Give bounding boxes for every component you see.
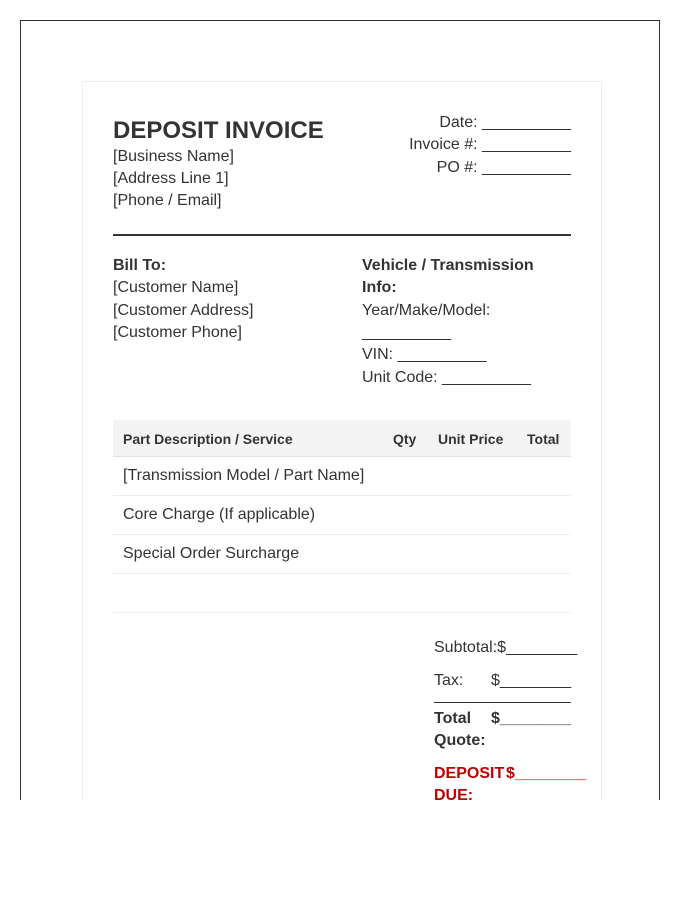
table-header	[113, 420, 571, 457]
page-frame	[20, 20, 660, 800]
total-quote-label-cont: Quote:	[434, 732, 486, 749]
unit-code-field: Unit Code: __________	[362, 369, 532, 386]
customer-address: [Customer Address]	[113, 302, 254, 319]
business-name: [Business Name]	[113, 148, 234, 165]
po-number-field: PO #: __________	[436, 159, 571, 176]
date-field: Date: __________	[439, 114, 571, 131]
row-description: Special Order Surcharge	[123, 545, 300, 562]
vehicle-heading-cont: Info:	[362, 279, 397, 296]
customer-phone: [Customer Phone]	[113, 324, 242, 341]
customer-name: [Customer Name]	[113, 279, 239, 296]
business-contact: [Phone / Email]	[113, 192, 222, 209]
row-description: Core Charge (If applicable)	[123, 506, 316, 523]
vehicle-heading: Vehicle / Transmission	[362, 257, 534, 274]
header-divider	[113, 234, 571, 236]
total-quote-value: $________	[491, 710, 572, 727]
subtotal-field: Subtotal:$________	[434, 639, 578, 656]
table-row	[113, 496, 571, 535]
total-quote-label: Total	[434, 710, 472, 727]
deposit-due-value: $________	[506, 765, 587, 782]
tax-label: Tax:	[434, 672, 464, 689]
deposit-due-label-cont: DUE:	[434, 787, 474, 800]
header-description: Part Description / Service	[123, 431, 293, 447]
business-address: [Address Line 1]	[113, 170, 229, 187]
table-row	[113, 535, 571, 574]
invoice-title: DEPOSIT INVOICE	[113, 117, 324, 144]
header-qty: Qty	[393, 431, 417, 447]
table-row	[113, 574, 571, 613]
invoice-sheet	[82, 81, 602, 800]
header-unit-price: Unit Price	[438, 431, 504, 447]
tax-value: $________	[491, 672, 572, 689]
totals-rule	[434, 702, 571, 703]
invoice-number-field: Invoice #: __________	[409, 136, 571, 153]
bill-to-heading: Bill To:	[113, 257, 167, 274]
header-total: Total	[527, 431, 560, 447]
year-make-model-label: Year/Make/Model:	[362, 302, 491, 319]
deposit-due-label: DEPOSIT	[434, 765, 505, 782]
row-description: [Transmission Model / Part Name]	[123, 467, 365, 484]
vin-field: VIN: __________	[362, 346, 487, 363]
table-row	[113, 457, 571, 496]
line-items-table	[113, 420, 571, 613]
year-make-model-blank: __________	[362, 324, 451, 341]
